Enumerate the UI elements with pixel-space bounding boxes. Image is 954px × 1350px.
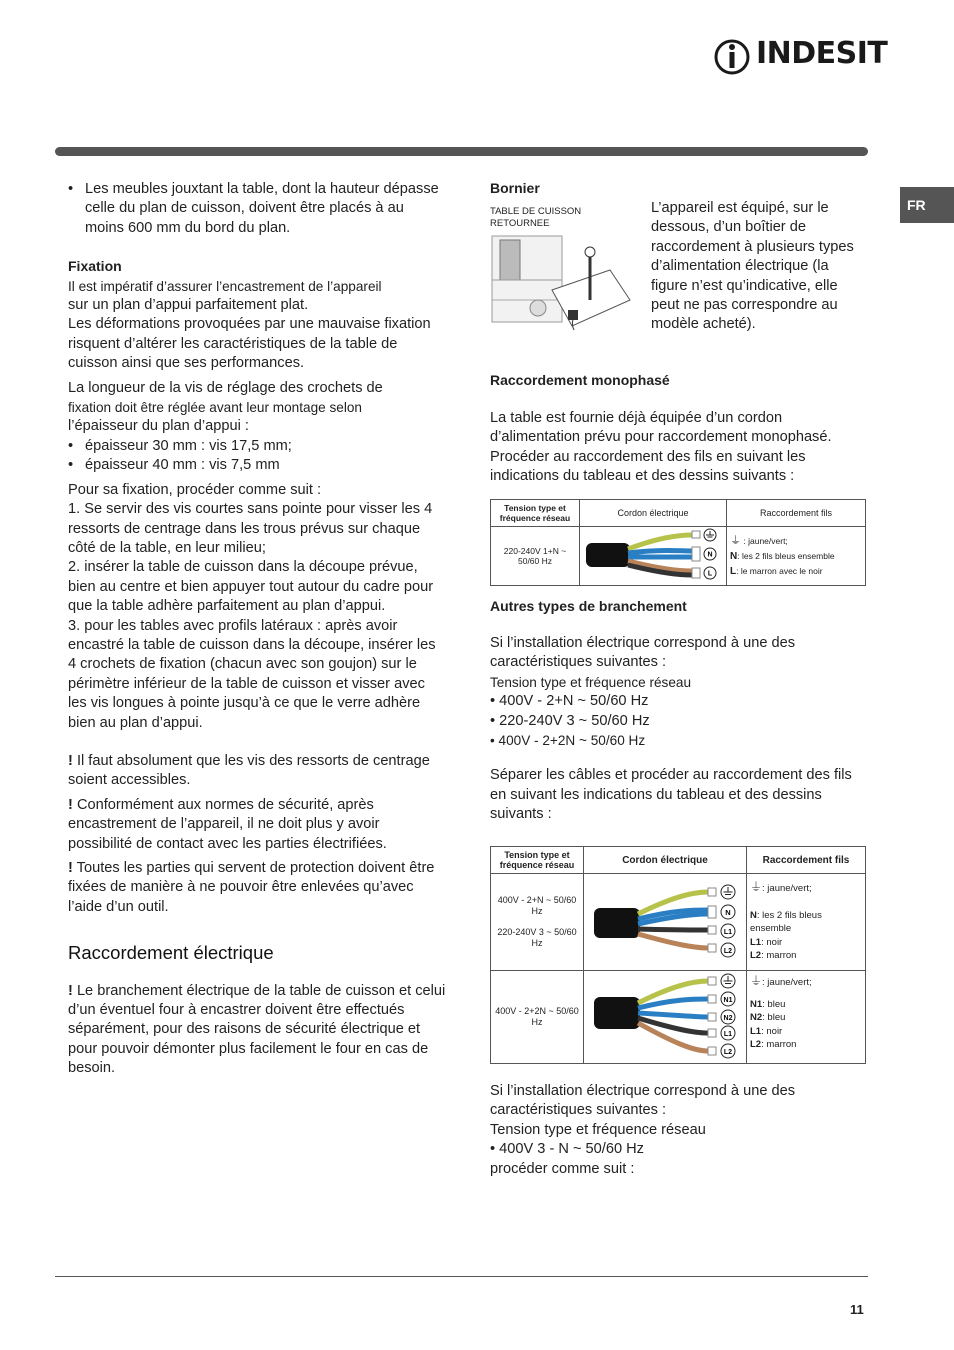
svg-text:L2: L2 xyxy=(723,1049,733,1056)
intro-bullet: • Les meubles jouxtant la table, dont la hauteur dépasse celle du plan de cuisson, doivent être placés à au moins 600 mm du bord du plan. xyxy=(68,180,446,238)
svg-text:N2: N2 xyxy=(723,1015,733,1022)
final-block xyxy=(490,1082,868,1179)
fixation-p1a: Il est impératif d’assurer l’encastrement de l’appareil xyxy=(68,278,382,294)
header-bar xyxy=(55,147,868,156)
t2-row1-voltage: 400V - 2+N ~ 50/60 Hz 220-240V 3 ~ 50/60 Hz xyxy=(491,874,584,971)
fixation-p2: Les déformations provoquées par une mauvaise fixation risquent d’altérer les caractéristiques de la table de cuisson ainsi que ses performances. xyxy=(68,316,431,372)
t1-voltage: 220-240V 1+N ~ 50/60 Hz xyxy=(491,527,580,586)
t1-header-cord: Cordon électrique xyxy=(580,500,727,527)
separer-text: Séparer les câbles et procéder au raccordement des fils en suivant les indications du tableau et des dessins suivants : xyxy=(490,767,852,823)
warning-3: ! Toutes les parties qui servent de protection doivent être fixées de manière à ne pouvoir être enlevées qu’avec l’aide d’un outil. xyxy=(68,860,435,915)
step-1: 1. Se servir des vis courtes sans pointe pour visser les 4 ressorts de centrage dans les trous prévus sur chaque côté de la table, en leur milieu; xyxy=(68,501,433,556)
final-p3: procéder comme suit : xyxy=(490,1160,635,1177)
autres-b1: • 400V - 2+N ~ 50/60 Hz xyxy=(490,693,649,710)
cord-drawing-1 xyxy=(580,527,720,583)
bornier-text: L’appareil est équipé, sur le dessous, d’un boîtier de raccordement à plusieurs types d’alimentation électrique (la figure n’est qu’indicative, elle peut ne pas correspondre au modèle acheté). xyxy=(651,200,854,333)
procedure-intro: Pour sa fixation, procéder comme suit : xyxy=(68,481,322,498)
earth-icon xyxy=(704,529,716,541)
svg-text:L1: L1 xyxy=(723,929,733,936)
fixation-p1b: sur un plan d’appui parfaitement plat. xyxy=(68,297,309,314)
autres-title: Autres types de branchement xyxy=(490,598,687,614)
autres-p1: Si l’installation électrique correspond à une des caractéristiques suivantes : xyxy=(490,635,796,671)
t1-wires: ⏚ : jaune/vert; N: les 2 fils bleus ensemble L: le marron avec le noir xyxy=(727,527,866,586)
logo-i-icon xyxy=(714,34,750,80)
diagram-label-2: RETOURNEE xyxy=(490,218,550,229)
autres-b2: • 220-240V 3 ~ 50/60 Hz xyxy=(490,712,650,729)
diagram-label-1: TABLE DE CUISSON xyxy=(490,206,582,217)
earth-icon: ⏚ xyxy=(730,534,741,547)
earth-icon xyxy=(721,974,735,988)
t2-header-voltage: Tension type et fréquence réseau xyxy=(491,847,584,874)
t2-row1-wires: ⏚: jaune/vert; N: les 2 fils bleus ensemble L1: noir L2: marron xyxy=(747,874,866,971)
svg-text:L1: L1 xyxy=(723,1031,733,1038)
earth-icon xyxy=(721,885,735,899)
svg-text:N: N xyxy=(725,908,731,917)
brand-name: INDESIT xyxy=(756,36,888,71)
fixation-title: Fixation xyxy=(68,258,122,275)
page-number: 11 xyxy=(850,1302,864,1317)
t2-header-wires: Raccordement fils xyxy=(747,847,866,874)
bornier-title: Bornier xyxy=(490,180,540,196)
mono-title: Raccordement monophasé xyxy=(490,372,670,388)
t2-header-cord: Cordon électrique xyxy=(584,847,747,874)
svg-text:N1: N1 xyxy=(723,997,733,1004)
t2-row2-wires: ⏚: jaune/vert; N1: bleu N2: bleu L1: noir L2: marron xyxy=(747,971,866,1064)
t2-row2-voltage: 400V - 2+2N ~ 50/60 Hz xyxy=(491,971,584,1064)
language-tab: FR xyxy=(900,187,954,223)
step-2: 2. insérer la table de cuisson dans la découpe prévue, bien au centre et bien appuyer tout autour du cadre pour que la table adhère parfaitement au plan d’appui. xyxy=(68,559,434,615)
t2-row1-cord xyxy=(584,874,747,971)
warning-1: ! Il faut absolument que les vis des ressorts de centrage soient accessibles. xyxy=(68,752,430,789)
svg-text:N: N xyxy=(707,551,713,559)
table-monophase xyxy=(490,499,866,586)
t2-row2-cord xyxy=(584,971,747,1064)
svg-text:L: L xyxy=(707,570,713,578)
fixation-p3a: La longueur de la vis de réglage des crochets de xyxy=(68,379,383,396)
bornier-drawing xyxy=(490,230,640,334)
fixation-bullet-1: • épaisseur 30 mm : vis 17,5 mm; xyxy=(68,437,446,456)
svg-text:L2: L2 xyxy=(723,948,733,955)
t1-header-wires: Raccordement fils xyxy=(727,500,866,527)
table-autres xyxy=(490,846,866,1064)
warning-4: ! Le branchement électrique de la table de cuisson et celui d’un éventuel four à encastrer doivent être effectués séparément, pour des raisons de sécurité électrique et pour pouvoir démonter plus facilement le four en cas de besoin. xyxy=(68,982,446,1077)
footer-line xyxy=(55,1276,868,1277)
final-p2: Tension type et fréquence réseau xyxy=(490,1121,706,1138)
bornier-diagram xyxy=(490,206,640,336)
earth-icon: ⏚ xyxy=(750,880,763,895)
autres-p2: Tension type et fréquence réseau xyxy=(490,674,692,690)
autres-b3: • 400V - 2+2N ~ 50/60 Hz xyxy=(490,733,646,749)
mono-text: La table est fournie déjà équipée d’un cordon d’alimentation prévu pour raccordement monophasé. Procéder au raccordement des fils en suivant les indications du tableau et des dessins suivants : xyxy=(490,410,832,485)
t1-header-voltage: Tension type et fréquence réseau xyxy=(491,500,580,527)
fixation-p3c: l’épaisseur du plan d’appui : xyxy=(68,418,249,435)
section-title: Raccordement électrique xyxy=(68,942,274,964)
autres-block xyxy=(490,634,868,825)
earth-icon: ⏚ xyxy=(750,974,763,988)
cord-drawing-2 xyxy=(584,874,740,968)
warning-2: ! Conformément aux normes de sécurité, après encastrement de l’appareil, il ne doit plus y avoir possibilité de contact avec les parties électrifiées. xyxy=(68,796,387,852)
fixation-bullet-2: • épaisseur 40 mm : vis 7,5 mm xyxy=(68,456,446,475)
fixation-p3b: fixation doit être réglée avant leur montage selon xyxy=(68,400,362,416)
left-column xyxy=(68,180,446,1079)
step-3: 3. pour les tables avec profils latéraux : après avoir encastré la table de cuisson dans la découpe, insérer les 4 crochets de fixation (chacun avec son goujon) sur le périmètre inférieur de la table de cuisson et visser avec les vis longues à pointe jusqu’à ce que le verre adhère bien au plan d’appui. xyxy=(68,617,436,731)
final-b1: • 400V 3 - N ~ 50/60 Hz xyxy=(490,1141,644,1158)
t1-cord-cell xyxy=(580,527,727,586)
cord-drawing-3 xyxy=(584,971,740,1061)
final-p1: Si l’installation électrique correspond à une des caractéristiques suivantes : xyxy=(490,1083,796,1119)
brand-logo xyxy=(714,34,888,80)
